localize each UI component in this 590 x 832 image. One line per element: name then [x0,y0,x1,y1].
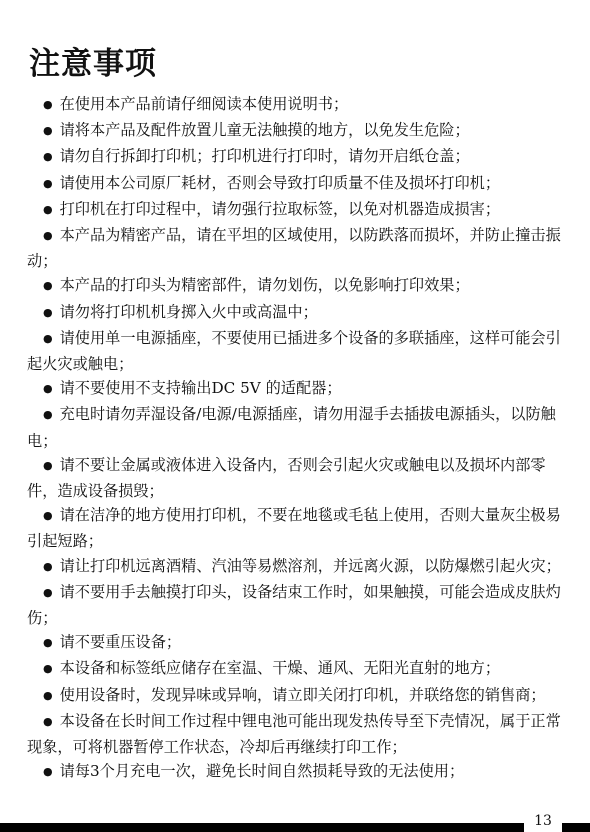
bullet-icon: ● [43,408,53,422]
list-item-text: 请每3个月充电一次，避免长时间自然损耗导致的无法使用； [59,762,465,781]
list-item [27,197,567,223]
page-number: 13 [534,813,552,829]
list-item [27,656,567,682]
bullet-icon: ● [43,124,53,138]
list-item [27,630,567,656]
list-item-text: 充电时请勿弄湿设备/电源/电源插座，请勿用湿手去插拔电源插头，以防触电； [27,405,556,450]
bullet-icon: ● [43,202,53,216]
list-item-text: 打印机在打印过程中，请勿强行拉取标签，以免对机器造成损害； [59,199,501,218]
list-item-text: 在使用本产品前请仔细阅读本使用说明书； [59,95,349,113]
list-item [27,580,567,630]
bullet-icon: ● [43,688,53,702]
list-item [27,326,567,376]
footer-bar-left [0,823,524,832]
list-item-text: 请不要用手去触摸打印头，设备结束工作时，如果触摸，可能会造成皮肤灼伤； [27,582,561,628]
list-item-text: 本产品为精密产品，请在平坦的区域使用，以防跌落而损坏，并防止撞击振动； [27,226,561,271]
footer-bar-right [562,823,590,832]
bullet-icon: ● [43,229,53,243]
list-item [27,273,567,299]
list-item-text: 请在洁净的地方使用打印机，不要在地毯或毛毡上使用，否则大量灰尘极易引起短路； [27,506,561,551]
list-item-text: 本设备和标签纸应储存在室温、干燥、通风、无阳光直射的地方； [59,659,501,678]
bullet-icon: ● [43,559,53,573]
list-item [27,223,567,273]
list-item-text: 请勿自行拆卸打印机；打印机进行打印时，请勿开启纸仓盖； [59,147,470,166]
list-item-text: 请不要重压设备； [59,633,182,652]
list-item [27,300,567,326]
bullet-icon: ● [43,305,53,319]
bullet-icon: ● [43,382,53,396]
list-item-text: 请使用单一电源插座，不要使用已插进多个设备的多联插座，这样可能会引起火灾或触电； [27,328,561,374]
page-title: 注意事项 [29,46,157,82]
bullet-icon: ● [43,150,53,164]
list-item [27,144,567,170]
list-item [27,376,567,402]
list-item-text: 请使用本公司原厂耗材，否则会导致打印质量不佳及损坏打印机； [59,173,501,192]
bullet-icon: ● [43,279,53,293]
bullet-icon: ● [43,585,53,599]
list-item [27,503,567,553]
list-item [27,453,567,503]
list-item-text: 本设备在长时间工作过程中锂电池可能出现发热传导至下壳情况，属于正常现象，可将机器暂停工作状态，冷却后再继续打印工作； [27,711,561,757]
bullet-icon: ● [43,636,53,650]
list-item-text: 本产品的打印头为精密部件，请勿划伤，以免影响打印效果； [59,276,470,295]
bullet-icon: ● [43,331,53,345]
bullet-icon: ● [43,458,53,472]
bullet-icon: ● [43,98,53,111]
bullet-icon: ● [43,509,53,523]
list-item-text: 使用设备时，发现异味或异响，请立即关闭打印机，并联络您的销售商； [59,685,546,704]
list-item-text: 请不要使用不支持输出DC 5V 的适配器； [59,379,342,398]
bullet-icon: ● [43,714,53,728]
list-item-text: 请不要让金属或液体进入设备内，否则会引起火灾或触电以及损坏内部零件，造成设备损毁； [27,455,546,501]
list-item [27,759,567,785]
list-item-text: 请让打印机远离酒精、汽油等易燃溶剂，并远离火源，以防爆燃引起火灾； [59,556,561,575]
bullet-icon: ● [43,765,53,779]
list-item-text: 请勿将打印机机身掷入火中或高温中； [59,302,318,321]
bullet-icon: ● [43,176,53,190]
list-item [27,402,567,452]
precautions-list [27,92,567,785]
list-item [27,683,567,709]
list-item [27,709,567,759]
list-item [27,92,567,118]
list-item [27,554,567,580]
bullet-icon: ● [43,662,53,676]
list-item [27,118,567,144]
list-item-text: 请将本产品及配件放置儿童无法触摸的地方，以免发生危险； [59,121,470,140]
list-item [27,171,567,197]
